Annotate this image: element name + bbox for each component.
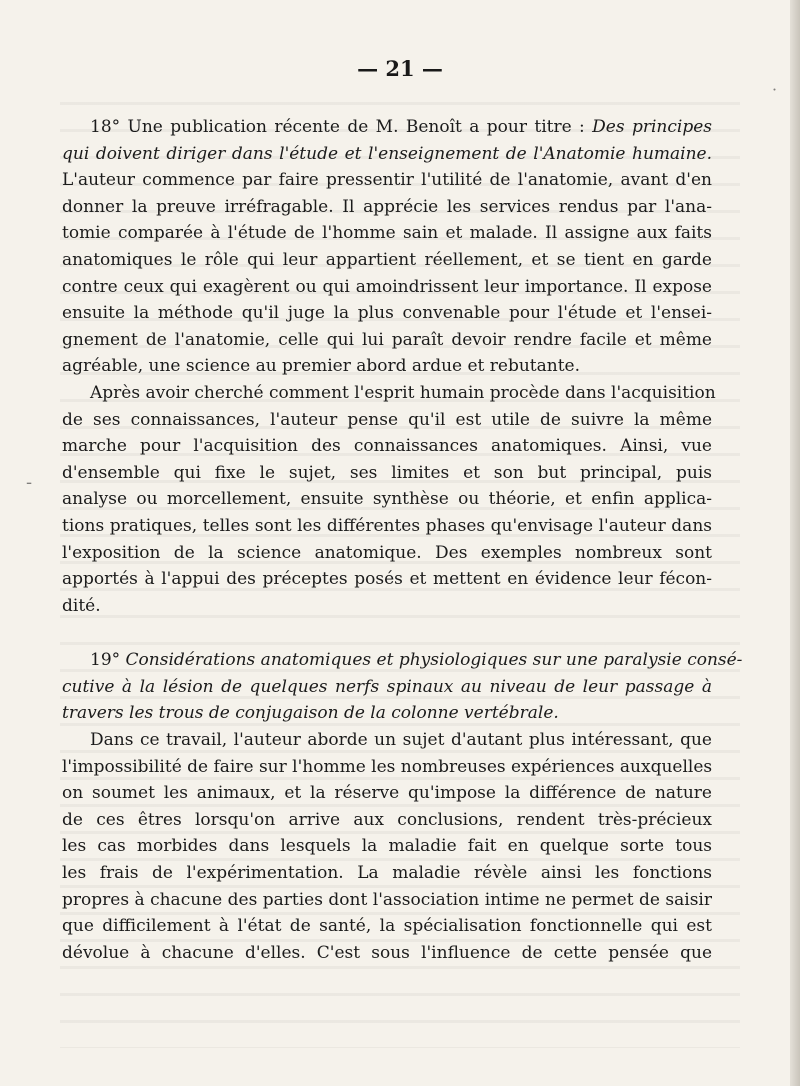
text-line: cutive à la lésion de quelques nerfs spinaux au niveau de leur passage à — [62, 676, 712, 697]
text-line: contre ceux qui exagèrent ou qui amoindrissent leur importance. Il expose — [62, 276, 712, 297]
text-line: dité. — [62, 595, 101, 616]
text-line: de ses connaissances, l'auteur pense qu'il est utile de suivre la même — [62, 409, 712, 430]
margin-mark: ˙ — [770, 86, 779, 107]
text-line: anatomiques le rôle qui leur appartient réellement, et se tient en garde — [62, 249, 712, 270]
paragraph-18-continued — [62, 380, 716, 619]
text-line: L'auteur commence par faire pressentir l'utilité de l'anatomie, avant d'en — [62, 170, 712, 191]
text-line: gnement de l'anatomie, celle qui lui paraît devoir rendre facile et même — [62, 329, 712, 350]
document-body — [62, 114, 743, 966]
text-line: donner la preuve irréfragable. Il apprécie les services rendus par l'ana- — [62, 196, 712, 217]
text-line: les frais de l'expérimentation. La maladie révèle ainsi les fonctions — [62, 863, 712, 884]
text-line: d'ensemble qui fixe le sujet, ses limites et son but principal, puis — [62, 462, 712, 483]
text-line: qui doivent diriger dans l'étude et l'enseignement de l'Anatomie humaine. — [62, 143, 712, 164]
text-line: Dans ce travail, l'auteur aborde un sujet d'autant plus intéressant, que — [90, 730, 712, 751]
page-edge-shadow — [790, 0, 800, 1086]
text-line: propres à chacune des parties dont l'association intime ne permet de saisir — [62, 889, 712, 910]
text-line: tions pratiques, telles sont les différentes phases qu'envisage l'auteur dans — [62, 515, 712, 536]
text-line: analyse ou morcellement, ensuite synthèse ou théorie, et enfin applica- — [62, 489, 712, 510]
text-line: dévolue à chacune d'elles. C'est sous l'influence de cette pensée que — [62, 942, 712, 963]
text-line: l'exposition de la science anatomique. Des exemples nombreux sont — [62, 542, 712, 563]
text-line: travers les trous de conjugaison de la colonne vertébrale. — [62, 703, 559, 724]
text-line: 18° Une publication récente de M. Benoît a pour titre : Des principes — [90, 117, 712, 137]
paragraph-19-title — [62, 647, 743, 727]
page-number: — 21 — — [357, 56, 443, 81]
text-line: de ces êtres lorsqu'on arrive aux conclusions, rendent très-précieux — [62, 809, 712, 830]
text-line: que difficilement à l'état de santé, la spécialisation fonctionnelle qui est — [62, 916, 712, 937]
text-line: 19° Considérations anatomiques et physiologiques sur une paralysie consé- — [90, 650, 743, 671]
text-line: les cas morbides dans lesquels la maladie fait en quelque sorte tous — [62, 836, 712, 857]
text-line: marche pour l'acquisition des connaissances anatomiques. Ainsi, vue — [62, 436, 712, 457]
text-line: on soumet les animaux, et la réserve qu'impose la différence de nature — [62, 783, 712, 804]
text-line: ensuite la méthode qu'il juge la plus convenable pour l'étude et l'ensei- — [62, 303, 712, 324]
text-line: tomie comparée à l'étude de l'homme sain et malade. Il assigne aux faits — [62, 223, 712, 244]
text-line: l'impossibilité de faire sur l'homme les nombreuses expériences auxquelles — [62, 756, 713, 777]
paragraph-19-body — [62, 727, 712, 966]
text-line: apportés à l'appui des préceptes posés et mettent en évidence leur fécon- — [62, 569, 712, 590]
text-line: Après avoir cherché comment l'esprit humain procède dans l'acquisition — [90, 382, 716, 403]
paragraph-18 — [62, 114, 712, 380]
paragraph-spacer — [62, 619, 712, 647]
text-line: agréable, une science au premier abord ardue et rebutante. — [62, 356, 581, 377]
margin-mark: - — [26, 472, 33, 493]
